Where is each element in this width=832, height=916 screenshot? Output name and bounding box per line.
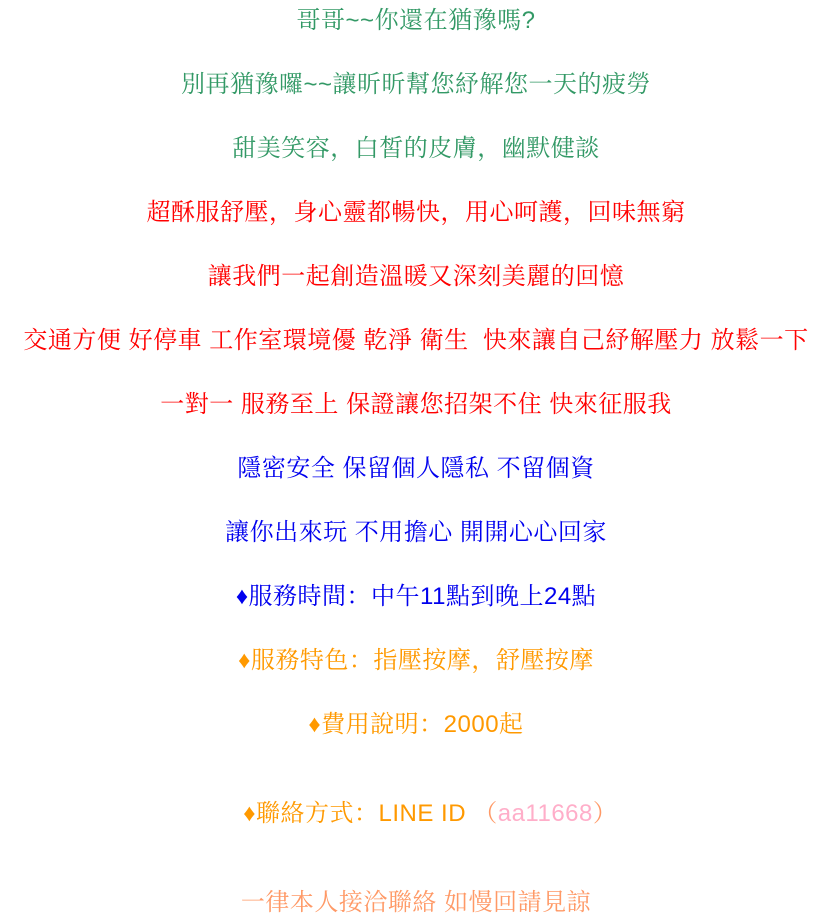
massage-quality-line: 超酥服舒壓，身心靈都暢快，用心呵護，回味無窮	[146, 199, 686, 226]
service-hours-line: ♦服務時間：中午11點到晚上24點	[235, 583, 597, 610]
service-promise-line: 一對一 服務至上 保證讓您招架不住 快來征服我	[160, 391, 672, 418]
pricing-line: ♦費用說明：2000起	[308, 711, 524, 738]
contact-line-id: aa11668	[497, 800, 593, 827]
contact-line	[0, 776, 832, 851]
contact-paren-close: ）	[592, 800, 618, 827]
appearance-line: 甜美笑容，白皙的皮膚，幽默健談	[232, 135, 600, 162]
reply-note-line: 一律本人接洽聯絡 如慢回請見諒	[240, 889, 592, 916]
environment-line: 交通方便 好停車 工作室環境優 乾淨 衛生 快來讓自己紓解壓力 放鬆一下	[23, 327, 809, 354]
contact-paren-open: （	[473, 800, 498, 827]
privacy-line: 隱密安全 保留個人隱私 不留個資	[237, 455, 595, 482]
contact-prefix: ♦聯絡方式：LINE ID	[243, 800, 474, 827]
service-features-line: ♦服務特色：指壓按摩，舒壓按摩	[238, 647, 594, 674]
intro-line: 別再猶豫囉~~讓昕昕幫您紓解您一天的疲勞	[180, 71, 652, 98]
memories-line: 讓我們一起創造溫暖又深刻美麗的回憶	[207, 263, 625, 290]
reassurance-line: 讓你出來玩 不用擔心 開開心心回家	[225, 519, 607, 546]
greeting-line: 哥哥~~你還在猶豫嗎?	[296, 7, 536, 34]
